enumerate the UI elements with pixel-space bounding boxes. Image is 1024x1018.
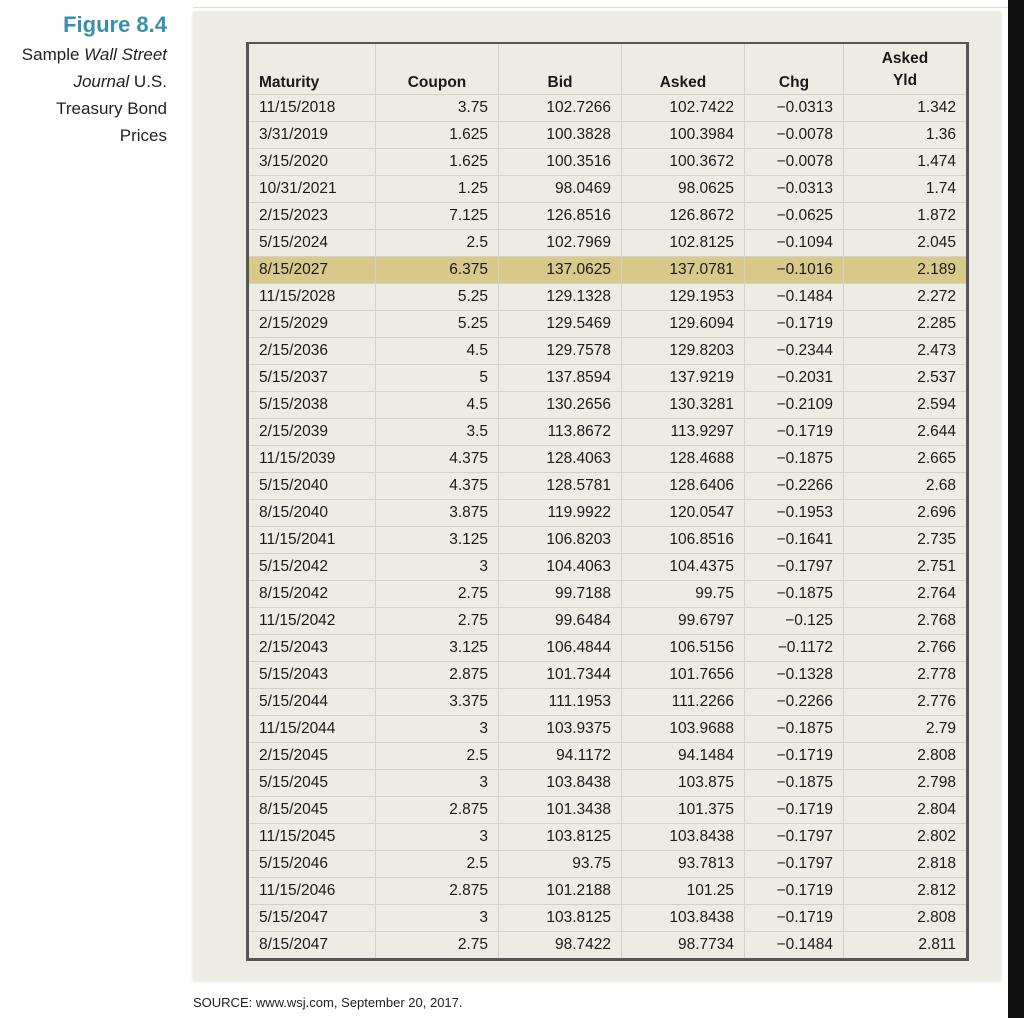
cell-coupon: 1.625 — [376, 149, 499, 176]
cell-bid: 113.8672 — [499, 419, 622, 446]
cell-asked-yld: 1.872 — [844, 203, 968, 230]
cell-coupon: 5 — [376, 365, 499, 392]
cell-coupon: 2.875 — [376, 797, 499, 824]
cell-chg: −0.1875 — [745, 581, 844, 608]
cell-asked: 103.9688 — [622, 716, 745, 743]
table-row — [248, 500, 968, 527]
cell-bid: 130.2656 — [499, 392, 622, 419]
cell-coupon: 3 — [376, 716, 499, 743]
cell-bid: 129.7578 — [499, 338, 622, 365]
cell-coupon: 6.375 — [376, 257, 499, 284]
caption-line4: Prices — [119, 126, 167, 145]
cell-asked-yld: 2.735 — [844, 527, 968, 554]
cell-asked-yld: 2.768 — [844, 608, 968, 635]
cell-asked: 137.0781 — [622, 257, 745, 284]
cell-coupon: 4.5 — [376, 392, 499, 419]
cell-asked: 101.7656 — [622, 662, 745, 689]
cell-maturity: 2/15/2039 — [248, 419, 376, 446]
cell-coupon: 3 — [376, 824, 499, 851]
table-row — [248, 176, 968, 203]
cell-asked-yld: 2.804 — [844, 797, 968, 824]
caption-line1-prefix: Sample — [21, 45, 85, 64]
cell-asked-yld: 1.342 — [844, 95, 968, 122]
cell-bid: 103.9375 — [499, 716, 622, 743]
cell-asked-yld: 2.665 — [844, 446, 968, 473]
table-row — [248, 770, 968, 797]
header-asked-yld-line2: Yld — [892, 72, 918, 89]
cell-bid: 102.7266 — [499, 95, 622, 122]
cell-coupon: 2.75 — [376, 608, 499, 635]
cell-maturity: 8/15/2045 — [248, 797, 376, 824]
cell-coupon: 2.875 — [376, 878, 499, 905]
caption-line3: Treasury Bond — [56, 99, 167, 118]
cell-maturity: 2/15/2045 — [248, 743, 376, 770]
cell-chg: −0.0078 — [745, 149, 844, 176]
cell-asked: 102.8125 — [622, 230, 745, 257]
cell-bid: 103.8438 — [499, 770, 622, 797]
table-row — [248, 608, 968, 635]
cell-bid: 119.9922 — [499, 500, 622, 527]
cell-chg: −0.1875 — [745, 446, 844, 473]
cell-bid: 128.5781 — [499, 473, 622, 500]
table-row — [248, 419, 968, 446]
cell-bid: 111.1953 — [499, 689, 622, 716]
cell-asked: 93.7813 — [622, 851, 745, 878]
cell-coupon: 3.125 — [376, 635, 499, 662]
cell-chg: −0.2266 — [745, 473, 844, 500]
cell-chg: −0.1797 — [745, 554, 844, 581]
cell-maturity: 11/15/2039 — [248, 446, 376, 473]
cell-bid: 99.6484 — [499, 608, 622, 635]
cell-maturity: 5/15/2043 — [248, 662, 376, 689]
figure-caption — [0, 12, 167, 149]
table-row — [248, 743, 968, 770]
cell-asked: 128.4688 — [622, 446, 745, 473]
table-row — [248, 797, 968, 824]
cell-asked: 126.8672 — [622, 203, 745, 230]
header-asked-yld-line1: Asked — [881, 50, 929, 67]
cell-asked: 106.8516 — [622, 527, 745, 554]
cell-maturity: 2/15/2023 — [248, 203, 376, 230]
cell-bid: 101.2188 — [499, 878, 622, 905]
cell-asked-yld: 2.766 — [844, 635, 968, 662]
cell-chg: −0.0313 — [745, 176, 844, 203]
cell-coupon: 3.75 — [376, 95, 499, 122]
treasury-bond-table — [246, 42, 969, 961]
cell-coupon: 4.375 — [376, 473, 499, 500]
header-asked: Asked — [622, 43, 745, 95]
cell-coupon: 2.5 — [376, 230, 499, 257]
cell-asked: 128.6406 — [622, 473, 745, 500]
table-row — [248, 635, 968, 662]
table-row — [248, 581, 968, 608]
cell-asked: 102.7422 — [622, 95, 745, 122]
table-row — [248, 716, 968, 743]
cell-coupon: 7.125 — [376, 203, 499, 230]
cell-asked-yld: 2.045 — [844, 230, 968, 257]
table-row — [248, 527, 968, 554]
table-row — [248, 338, 968, 365]
cell-asked: 120.0547 — [622, 500, 745, 527]
cell-asked-yld: 2.778 — [844, 662, 968, 689]
cell-maturity: 5/15/2037 — [248, 365, 376, 392]
cell-bid: 100.3516 — [499, 149, 622, 176]
table-row — [248, 905, 968, 932]
cell-chg: −0.1484 — [745, 932, 844, 960]
cell-asked: 111.2266 — [622, 689, 745, 716]
cell-coupon: 4.5 — [376, 338, 499, 365]
cell-asked-yld: 2.776 — [844, 689, 968, 716]
cell-asked-yld: 2.594 — [844, 392, 968, 419]
table-row — [248, 446, 968, 473]
cell-maturity: 5/15/2024 — [248, 230, 376, 257]
cell-bid: 94.1172 — [499, 743, 622, 770]
cell-coupon: 3 — [376, 554, 499, 581]
cell-maturity: 8/15/2047 — [248, 932, 376, 960]
cell-asked: 98.7734 — [622, 932, 745, 960]
figure-caption-text — [0, 41, 167, 149]
cell-chg: −0.2109 — [745, 392, 844, 419]
cell-asked-yld: 2.68 — [844, 473, 968, 500]
cell-chg: −0.1719 — [745, 905, 844, 932]
cell-chg: −0.1875 — [745, 770, 844, 797]
caption-line2-italic: Journal — [73, 72, 130, 91]
cell-maturity: 5/15/2046 — [248, 851, 376, 878]
table-row — [248, 365, 968, 392]
cell-coupon: 1.625 — [376, 122, 499, 149]
table-row — [248, 95, 968, 122]
cell-maturity: 11/15/2028 — [248, 284, 376, 311]
cell-bid: 102.7969 — [499, 230, 622, 257]
cell-chg: −0.1719 — [745, 797, 844, 824]
cell-asked: 103.8438 — [622, 905, 745, 932]
cell-bid: 100.3828 — [499, 122, 622, 149]
cell-coupon: 3.875 — [376, 500, 499, 527]
cell-chg: −0.0078 — [745, 122, 844, 149]
cell-chg: −0.2266 — [745, 689, 844, 716]
header-asked-yld — [844, 43, 968, 95]
cell-maturity: 2/15/2036 — [248, 338, 376, 365]
cell-maturity: 5/15/2045 — [248, 770, 376, 797]
cell-asked: 101.25 — [622, 878, 745, 905]
caption-line2-suffix: U.S. — [129, 72, 167, 91]
cell-asked-yld: 2.285 — [844, 311, 968, 338]
cell-coupon: 3.5 — [376, 419, 499, 446]
table-row — [248, 230, 968, 257]
cell-maturity: 8/15/2040 — [248, 500, 376, 527]
cell-bid: 104.4063 — [499, 554, 622, 581]
cell-maturity: 8/15/2027 — [248, 257, 376, 284]
cell-coupon: 2.5 — [376, 851, 499, 878]
cell-maturity: 11/15/2041 — [248, 527, 376, 554]
cell-bid: 101.3438 — [499, 797, 622, 824]
table-row — [248, 257, 968, 284]
cell-chg: −0.1719 — [745, 878, 844, 905]
cell-chg: −0.2031 — [745, 365, 844, 392]
cell-asked: 99.75 — [622, 581, 745, 608]
cell-maturity: 2/15/2043 — [248, 635, 376, 662]
cell-asked-yld: 2.764 — [844, 581, 968, 608]
cell-asked-yld: 2.537 — [844, 365, 968, 392]
cell-maturity: 5/15/2038 — [248, 392, 376, 419]
right-edge-bar — [1008, 0, 1024, 1018]
cell-asked: 100.3672 — [622, 149, 745, 176]
cell-maturity: 8/15/2042 — [248, 581, 376, 608]
table-row — [248, 932, 968, 960]
cell-chg: −0.0313 — [745, 95, 844, 122]
cell-asked: 101.375 — [622, 797, 745, 824]
cell-chg: −0.1719 — [745, 743, 844, 770]
cell-asked: 99.6797 — [622, 608, 745, 635]
cell-asked-yld: 2.811 — [844, 932, 968, 960]
cell-coupon: 3 — [376, 905, 499, 932]
cell-asked: 103.8438 — [622, 824, 745, 851]
cell-asked-yld: 2.812 — [844, 878, 968, 905]
table-row — [248, 662, 968, 689]
cell-chg: −0.1172 — [745, 635, 844, 662]
cell-asked: 129.8203 — [622, 338, 745, 365]
cell-asked: 98.0625 — [622, 176, 745, 203]
cell-asked-yld: 1.36 — [844, 122, 968, 149]
table-header-row — [248, 43, 968, 95]
cell-bid: 93.75 — [499, 851, 622, 878]
cell-bid: 128.4063 — [499, 446, 622, 473]
cell-asked: 100.3984 — [622, 122, 745, 149]
table-row — [248, 392, 968, 419]
cell-asked-yld: 2.272 — [844, 284, 968, 311]
caption-line1-italic: Wall Street — [84, 45, 167, 64]
cell-asked-yld: 2.818 — [844, 851, 968, 878]
cell-coupon: 2.75 — [376, 932, 499, 960]
header-coupon: Coupon — [376, 43, 499, 95]
source-note: SOURCE: www.wsj.com, September 20, 2017. — [193, 995, 463, 1010]
cell-bid: 101.7344 — [499, 662, 622, 689]
table-row — [248, 284, 968, 311]
cell-chg: −0.1797 — [745, 851, 844, 878]
table-row — [248, 473, 968, 500]
cell-maturity: 11/15/2042 — [248, 608, 376, 635]
cell-chg: −0.1484 — [745, 284, 844, 311]
cell-coupon: 5.25 — [376, 284, 499, 311]
cell-bid: 129.1328 — [499, 284, 622, 311]
cell-bid: 98.7422 — [499, 932, 622, 960]
cell-bid: 129.5469 — [499, 311, 622, 338]
cell-asked: 106.5156 — [622, 635, 745, 662]
cell-coupon: 5.25 — [376, 311, 499, 338]
header-chg: Chg — [745, 43, 844, 95]
cell-bid: 103.8125 — [499, 824, 622, 851]
cell-bid: 106.4844 — [499, 635, 622, 662]
cell-chg: −0.1719 — [745, 311, 844, 338]
cell-maturity: 3/31/2019 — [248, 122, 376, 149]
cell-chg: −0.125 — [745, 608, 844, 635]
cell-asked-yld: 2.473 — [844, 338, 968, 365]
cell-asked-yld: 2.79 — [844, 716, 968, 743]
cell-asked-yld: 1.474 — [844, 149, 968, 176]
table-row — [248, 554, 968, 581]
cell-asked-yld: 2.751 — [844, 554, 968, 581]
cell-maturity: 5/15/2040 — [248, 473, 376, 500]
table-row — [248, 311, 968, 338]
cell-maturity: 11/15/2044 — [248, 716, 376, 743]
cell-chg: −0.1641 — [745, 527, 844, 554]
cell-asked-yld: 2.644 — [844, 419, 968, 446]
table-row — [248, 878, 968, 905]
cell-bid: 137.8594 — [499, 365, 622, 392]
table-row — [248, 824, 968, 851]
cell-coupon: 3.375 — [376, 689, 499, 716]
cell-asked: 129.1953 — [622, 284, 745, 311]
cell-chg: −0.1797 — [745, 824, 844, 851]
cell-asked-yld: 2.798 — [844, 770, 968, 797]
cell-bid: 103.8125 — [499, 905, 622, 932]
cell-bid: 106.8203 — [499, 527, 622, 554]
cell-maturity: 5/15/2044 — [248, 689, 376, 716]
cell-maturity: 11/15/2018 — [248, 95, 376, 122]
cell-bid: 98.0469 — [499, 176, 622, 203]
cell-chg: −0.2344 — [745, 338, 844, 365]
table-body — [248, 95, 968, 960]
cell-coupon: 4.375 — [376, 446, 499, 473]
cell-asked: 113.9297 — [622, 419, 745, 446]
header-bid: Bid — [499, 43, 622, 95]
cell-maturity: 11/15/2045 — [248, 824, 376, 851]
cell-asked-yld: 2.808 — [844, 743, 968, 770]
cell-coupon: 1.25 — [376, 176, 499, 203]
figure-label: Figure 8.4 — [63, 12, 167, 37]
cell-chg: −0.1719 — [745, 419, 844, 446]
cell-maturity: 2/15/2029 — [248, 311, 376, 338]
cell-asked: 103.875 — [622, 770, 745, 797]
cell-asked-yld: 2.802 — [844, 824, 968, 851]
cell-bid: 99.7188 — [499, 581, 622, 608]
cell-coupon: 2.5 — [376, 743, 499, 770]
cell-asked-yld: 2.808 — [844, 905, 968, 932]
cell-coupon: 2.75 — [376, 581, 499, 608]
cell-coupon: 3.125 — [376, 527, 499, 554]
cell-chg: −0.0625 — [745, 203, 844, 230]
cell-asked-yld: 2.189 — [844, 257, 968, 284]
cell-coupon: 2.875 — [376, 662, 499, 689]
cell-chg: −0.1953 — [745, 500, 844, 527]
cell-chg: −0.1875 — [745, 716, 844, 743]
cell-coupon: 3 — [376, 770, 499, 797]
cell-asked-yld: 2.696 — [844, 500, 968, 527]
table-row — [248, 851, 968, 878]
table-row — [248, 203, 968, 230]
cell-chg: −0.1328 — [745, 662, 844, 689]
cell-maturity: 5/15/2042 — [248, 554, 376, 581]
table-row — [248, 122, 968, 149]
cell-asked: 137.9219 — [622, 365, 745, 392]
cell-maturity: 11/15/2046 — [248, 878, 376, 905]
cell-maturity: 5/15/2047 — [248, 905, 376, 932]
cell-asked: 130.3281 — [622, 392, 745, 419]
cell-bid: 126.8516 — [499, 203, 622, 230]
cell-maturity: 3/15/2020 — [248, 149, 376, 176]
top-rule — [193, 7, 1024, 8]
cell-chg: −0.1016 — [745, 257, 844, 284]
cell-maturity: 10/31/2021 — [248, 176, 376, 203]
cell-chg: −0.1094 — [745, 230, 844, 257]
header-maturity: Maturity — [248, 43, 376, 95]
table-row — [248, 149, 968, 176]
cell-asked: 94.1484 — [622, 743, 745, 770]
cell-asked: 129.6094 — [622, 311, 745, 338]
cell-asked: 104.4375 — [622, 554, 745, 581]
cell-asked-yld: 1.74 — [844, 176, 968, 203]
table-row — [248, 689, 968, 716]
cell-bid: 137.0625 — [499, 257, 622, 284]
